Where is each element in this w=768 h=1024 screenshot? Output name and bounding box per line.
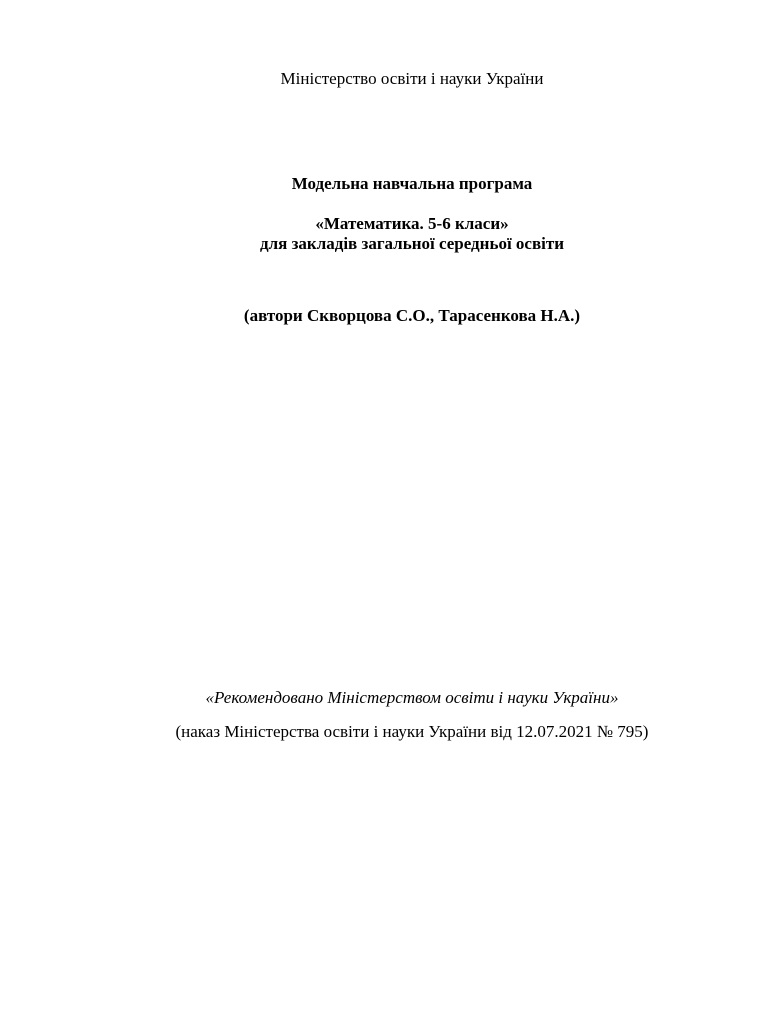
ministry-heading: Міністерство освіти і науки України xyxy=(280,69,544,88)
recommendation-stamp: «Рекомендовано Міністерством освіти і науки України» xyxy=(205,688,619,707)
program-title: «Математика. 5-6 класи» xyxy=(315,214,509,233)
program-type: Модельна навчальна програма xyxy=(291,174,533,193)
ministry-order: (наказ Міністерства освіти і науки України від 12.07.2021 № 795) xyxy=(175,722,649,741)
program-authors: (автори Скворцова С.О., Тарасенкова Н.А.) xyxy=(243,306,581,325)
program-target: для закладів загальної середньої освіти xyxy=(259,234,565,253)
